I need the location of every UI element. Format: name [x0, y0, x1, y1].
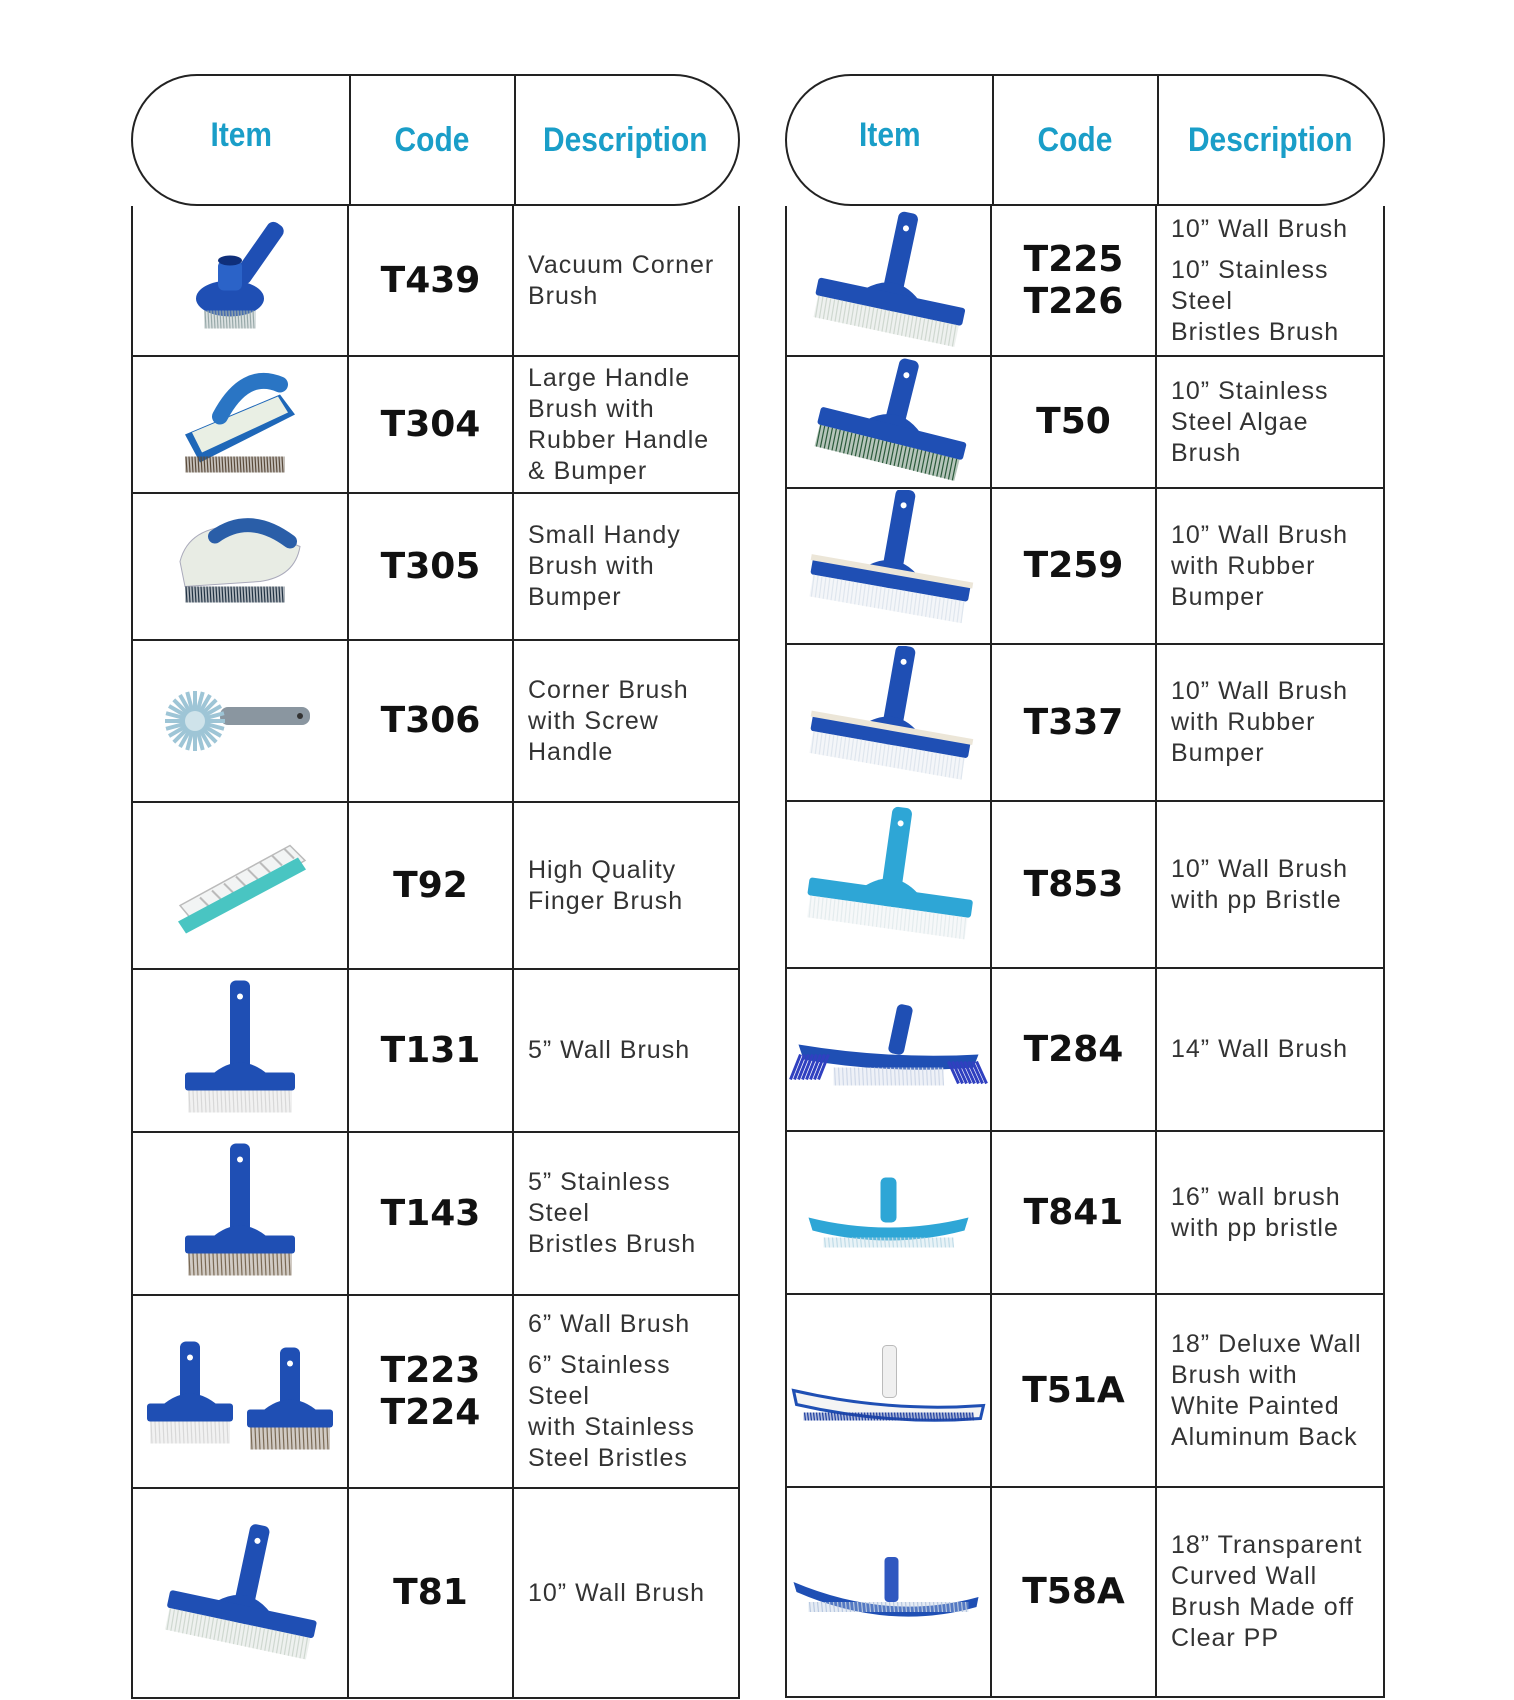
wall-brush-10-icon [134, 1490, 346, 1696]
code-cell [349, 206, 514, 355]
description-cell [514, 1133, 738, 1294]
product-code: T131 [380, 1029, 481, 1071]
description-cell [1157, 802, 1383, 967]
transparent-curved-brush-18-icon [788, 1489, 989, 1695]
vacuum-corner-brush-icon [134, 208, 346, 353]
table-row [787, 1130, 1383, 1293]
product-code: T259 [1023, 545, 1124, 587]
table-row [787, 800, 1383, 967]
code-cell [349, 494, 514, 639]
table-row [787, 1293, 1383, 1486]
code-cell [349, 641, 514, 801]
corner-brush-screw-handle-icon [134, 642, 346, 800]
description-cell [1157, 1132, 1383, 1293]
product-description: 10” Wall Brush with Rubber Bumper [1171, 520, 1349, 611]
deluxe-wall-brush-18-icon [788, 1296, 989, 1485]
product-description: 5” Stainless Steel Bristles Brush [528, 1168, 697, 1258]
right-catalog-table [785, 74, 1385, 1698]
product-description: Vacuum Corner Brush [528, 250, 715, 310]
item-image-cell [133, 970, 349, 1131]
right-table-body [785, 206, 1385, 1698]
code-cell [349, 357, 514, 492]
item-image-cell [787, 357, 992, 487]
table-row [133, 355, 738, 492]
product-description: 6” Wall Brush [528, 1310, 691, 1338]
code-cell [992, 645, 1157, 800]
table-row [787, 487, 1383, 643]
product-code: T439 [380, 259, 481, 301]
product-code: T50 [1036, 401, 1111, 443]
description-cell [514, 1489, 738, 1697]
code-cell [992, 969, 1157, 1130]
product-code: T51A [1022, 1369, 1125, 1411]
finger-brush-icon [134, 804, 346, 967]
product-description: 10” Wall Brush [1171, 214, 1349, 243]
code-cell [349, 1133, 514, 1294]
code-cell [992, 1132, 1157, 1293]
table-row [133, 1487, 738, 1697]
description-cell [1157, 1295, 1383, 1486]
product-code: T223 [380, 1350, 481, 1392]
large-handle-brush-icon [134, 358, 346, 491]
small-handy-brush-icon [134, 495, 346, 638]
header-code: Code [394, 120, 469, 159]
table-row [133, 801, 738, 968]
table-row [133, 968, 738, 1131]
description-cell [514, 206, 738, 355]
product-description: Small Handy Brush with Bumper [528, 521, 681, 611]
product-description: Corner Brush with Screw Handle [528, 675, 689, 766]
code-cell [992, 489, 1157, 643]
item-image-cell [133, 494, 349, 639]
code-cell [992, 357, 1157, 487]
item-image-cell [787, 1295, 992, 1486]
item-image-cell [787, 969, 992, 1130]
code-cell [992, 1488, 1157, 1696]
description-cell [1157, 1488, 1383, 1696]
product-description: 14” Wall Brush [1171, 1035, 1349, 1063]
product-description: 16” wall brush with pp bristle [1171, 1182, 1341, 1242]
wall-brush-rubber-bumper-icon [788, 646, 989, 799]
description-cell [514, 1296, 738, 1487]
table-row [787, 643, 1383, 800]
product-description: 10” Stainless Steel Algae Brush [1171, 376, 1329, 467]
product-description: Large Handle Brush with Rubber Handle & Bumper [528, 363, 710, 485]
table-row [787, 967, 1383, 1130]
left-table-body [131, 206, 740, 1699]
product-code: T304 [380, 403, 481, 445]
item-image-cell [787, 206, 992, 355]
product-code: T224 [380, 1391, 481, 1433]
product-code: T81 [393, 1572, 468, 1614]
item-image-cell [133, 803, 349, 968]
product-code: T225 [1023, 239, 1124, 281]
description-cell [514, 357, 738, 492]
product-code: T853 [1023, 863, 1124, 905]
description-cell [514, 970, 738, 1131]
product-description: 6” Stainless Steel with Stainless Steel Bristles [528, 1351, 695, 1472]
wall-brush-5-icon [134, 971, 346, 1130]
item-image-cell [133, 1133, 349, 1294]
item-image-cell [133, 1296, 349, 1487]
header-item: Item [859, 115, 921, 154]
description-cell [514, 803, 738, 968]
code-cell [349, 803, 514, 968]
wall-brush-pp-bristle-icon [788, 803, 989, 966]
header-item: Item [210, 115, 273, 154]
right-table-header [785, 74, 1385, 206]
item-image-cell [133, 641, 349, 801]
product-code: T305 [380, 545, 481, 587]
code-cell [349, 1489, 514, 1697]
description-cell [514, 494, 738, 639]
product-description: 18” Deluxe Wall Brush with White Painted Aluminum Back [1171, 1329, 1362, 1451]
product-description: 10” Wall Brush with pp Bristle [1171, 854, 1349, 914]
header-description: Description [1187, 120, 1353, 159]
item-image-cell [133, 357, 349, 492]
product-code: T306 [380, 700, 481, 742]
product-description: 10” Stainless Steel Bristles Brush [1171, 255, 1340, 346]
product-description: 18” Transparent Curved Wall Brush Made off Clear PP [1171, 1531, 1363, 1652]
table-row [787, 355, 1383, 487]
item-image-cell [787, 489, 992, 643]
stainless-algae-brush-icon [788, 358, 989, 486]
description-cell [1157, 206, 1383, 355]
item-image-cell [133, 1489, 349, 1697]
product-code: T226 [1023, 280, 1124, 322]
product-code: T92 [393, 864, 468, 906]
table-row [787, 1486, 1383, 1696]
stainless-brush-5-icon [134, 1134, 346, 1293]
table-row [133, 1131, 738, 1294]
product-code: T841 [1023, 1191, 1124, 1233]
product-description: 10” Wall Brush with Rubber Bumper [1171, 677, 1349, 767]
table-row [133, 1294, 738, 1487]
product-code: T337 [1023, 701, 1124, 743]
code-cell [992, 1295, 1157, 1486]
item-image-cell [787, 802, 992, 967]
product-code: T284 [1023, 1028, 1124, 1070]
item-image-cell [787, 1132, 992, 1293]
description-cell [514, 641, 738, 801]
description-cell [1157, 357, 1383, 487]
code-cell [349, 1296, 514, 1487]
wall-brush-10-icon [788, 208, 989, 353]
wall-brush-14-icon [788, 970, 989, 1129]
product-description: High Quality Finger Brush [528, 855, 684, 915]
item-image-cell [787, 645, 992, 800]
description-cell [1157, 489, 1383, 643]
code-cell [992, 206, 1157, 355]
product-description: 5” Wall Brush [528, 1036, 691, 1064]
curved-wall-brush-16-icon [788, 1133, 989, 1292]
product-code: T58A [1022, 1571, 1125, 1613]
wall-brush-6-pair-icon [134, 1297, 346, 1486]
code-cell [992, 802, 1157, 967]
left-table-header [131, 74, 740, 206]
product-description: 10” Wall Brush [528, 1578, 706, 1607]
header-description: Description [543, 120, 709, 159]
table-row [133, 206, 738, 355]
item-image-cell [133, 206, 349, 355]
code-cell [349, 970, 514, 1131]
table-row [133, 639, 738, 801]
left-catalog-table [131, 74, 740, 1699]
product-code: T143 [380, 1192, 481, 1234]
table-row [787, 206, 1383, 355]
description-cell [1157, 969, 1383, 1130]
description-cell [1157, 645, 1383, 800]
item-image-cell [787, 1488, 992, 1696]
wall-brush-rubber-bumper-icon [788, 490, 989, 642]
table-row [133, 492, 738, 639]
header-code: Code [1037, 120, 1112, 159]
